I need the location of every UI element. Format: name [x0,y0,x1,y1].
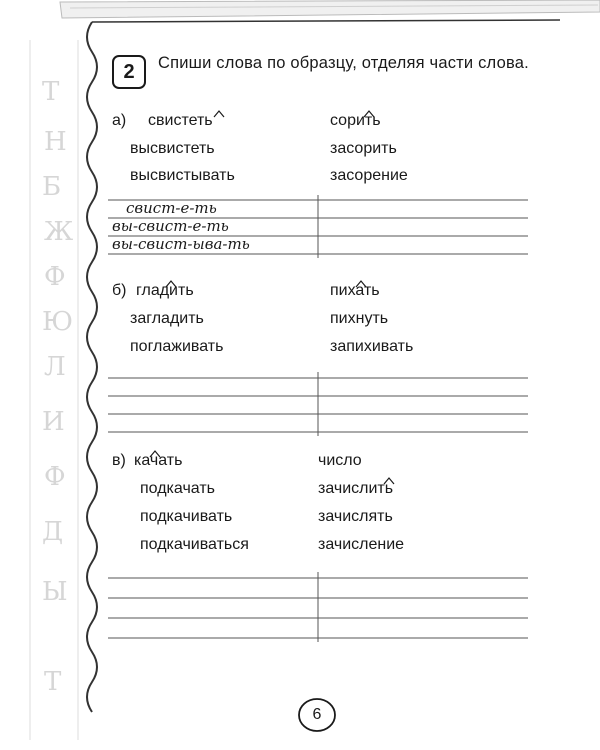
section-c-right-word: зачислить [318,480,394,497]
svg-text:И: И [42,407,65,437]
svg-text:Т: Т [42,77,60,107]
section-b-right-word: пихать [330,282,380,299]
section-a-left-word: свистеть [148,112,213,129]
writing-lines-b [108,372,528,436]
task-number-badge: 2 [112,55,146,89]
handwritten-sample: вы-свист-ыва-ть [112,235,250,253]
section-a-letter: а) [112,112,127,129]
page-number: 6 [312,706,322,723]
wavy-border [87,22,97,712]
svg-text:Т: Т [44,667,62,697]
section-b-right-word: пихнуть [330,310,389,327]
section-c-left-word: подкачиваться [140,536,249,553]
section-a-right-word: засорить [330,140,397,157]
svg-text:Д: Д [42,517,64,547]
section-b-right-word: запихивать [330,338,414,355]
section-c-left-word: подкачивать [140,508,233,525]
section-a-right-word: сорить [330,112,381,129]
section-b-left-word: гладить [136,282,194,299]
section-c-left-word: качать [134,452,183,469]
svg-text:Ф: Ф [44,262,66,292]
section-a-left-word: высвистывать [130,167,235,184]
svg-text:Ж: Ж [44,217,74,247]
top-strip [60,0,600,18]
task-instruction: Спиши слова по образцу, отделяя части слова. [158,54,529,72]
svg-text:Л: Л [44,352,66,382]
section-b-left-word: поглаживать [130,338,224,355]
svg-text:Ф: Ф [44,462,66,492]
section-c-right-word: число [318,452,362,469]
section-c-left-word: подкачать [140,480,215,497]
writing-lines-c [108,572,528,642]
svg-text:Н: Н [44,127,67,157]
section-b-left-word: загладить [130,310,204,327]
handwritten-sample: вы-свист-е-ть [112,217,229,235]
margin-alphabet-decoration [42,77,73,697]
section-c-right-word: зачислять [318,508,393,525]
svg-text:Б: Б [42,172,62,202]
svg-text:Ю: Ю [42,307,74,337]
section-a-left-word: высвистеть [130,140,215,157]
section-a-right-word: засорение [330,167,408,184]
section-c-right-word: зачисление [318,536,405,553]
section-b-letter: б) [112,282,127,299]
svg-text:Ы: Ы [42,577,68,607]
section-c-letter: в) [112,452,126,469]
handwritten-sample: свист-е-ть [126,199,217,217]
